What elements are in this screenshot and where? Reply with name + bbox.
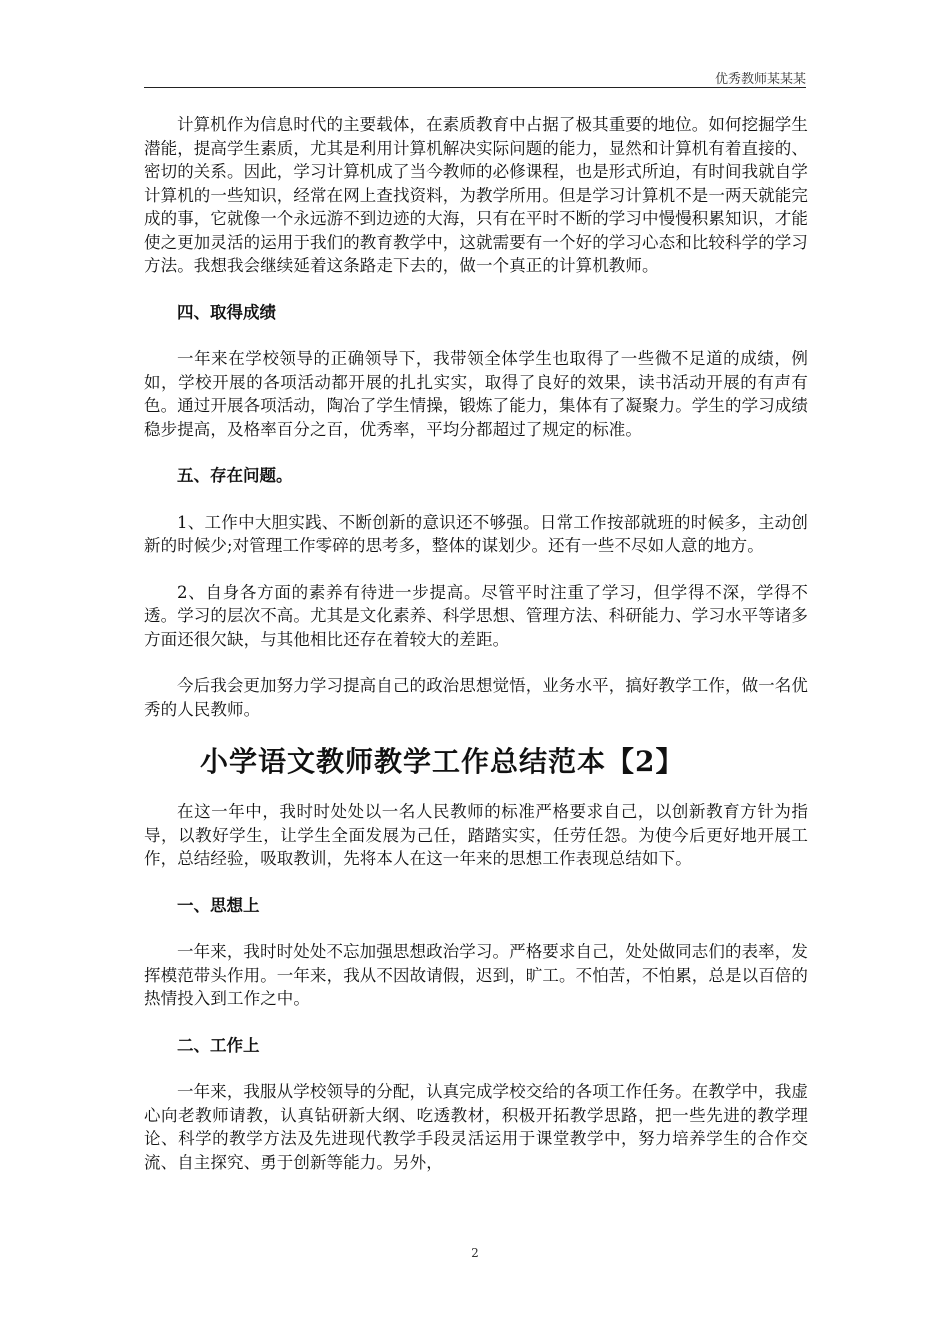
paragraph-achievements: 一年来在学校领导的正确领导下，我带领全体学生也取得了一些微不足道的成绩，例如，学校开展的各项活动都开展的扎扎实实，取得了良好的效果，读书活动开展的有声有色。通过开展各项活动，陶冶了学生情操，锻炼了能力，集体有了凝聚力。学生的学习成绩稳步提高，及格率百分之百，优秀率，平均分都超过了规定的标准。 xyxy=(144,349,808,439)
paragraph-work: 一年来，我服从学校领导的分配，认真完成学校交给的各项工作任务。在教学中，我虚心向老教师请教，认真钻研新大纲、吃透教材，积极开拓教学思路，把一些先进的教学理论、科学的教学方法及先进现代教学手段灵活运用于课堂教学中，努力培养学生的合作交流、自主探究、勇于创新等能力。另外， xyxy=(144,1082,808,1172)
document-body xyxy=(144,113,808,1197)
section-heading-work: 二、工作上 xyxy=(177,1035,260,1055)
section-heading-thought: 一、思想上 xyxy=(177,895,260,915)
section-heading-achievements: 四、取得成绩 xyxy=(177,302,276,322)
page-number: 2 xyxy=(471,1246,479,1260)
paragraph-computer-learning: 计算机作为信息时代的主要载体，在素质教育中占据了极其重要的地位。如何挖掘学生潜能，提高学生素质，尤其是利用计算机解决实际问题的能力，显然和计算机有着直接的、密切的关系。因此，学习计算机成了当今教师的必修课程，也是形式所迫，有时间我就自学计算机的一些知识，经常在网上查找资料，为教学所用。但是学习计算机不是一两天就能完成的事，它就像一个永远游不到边迹的大海，只有在平时不断的学习中慢慢积累知识，才能使之更加灵活的运用于我们的教育教学中，这就需要有一个好的学习心态和比较科学的学习方法。我想我会继续延着这条路走下去的，做一个真正的计算机教师。 xyxy=(144,115,808,275)
section-heading-problems: 五、存在问题。 xyxy=(177,466,293,485)
paragraph-future-plan: 今后我会更加努力学习提高自己的政治思想觉悟，业务水平，搞好教学工作，做一名优秀的人民教师。 xyxy=(144,676,808,719)
header-divider xyxy=(144,87,806,88)
page-header-text: 优秀教师某某某 xyxy=(714,72,806,87)
paragraph-problem-1: 1、工作中大胆实践、不断创新的意识还不够强。日常工作按部就班的时候多，主动创新的时候少;对管理工作零碎的思考多，整体的谋划少。还有一些不尽如人意的地方。 xyxy=(144,512,808,555)
paragraph-problem-2: 2、自身各方面的素养有待进一步提高。尽管平时注重了学习，但学得不深，学得不透。学习的层次不高。尤其是文化素养、科学思想、管理方法、科研能力、学习水平等诸多方面还很欠缺，与其他相比还存在着较大的差距。 xyxy=(144,582,808,649)
paragraph-intro: 在这一年中，我时时处处以一名人民教师的标准严格要求自己，以创新教育方针为指导，以教好学生，让学生全面发展为己任，踏踏实实，任劳任怨。为使今后更好地开展工作，总结经验，吸取教训，先将本人在这一年来的思想工作表现总结如下。 xyxy=(144,802,808,868)
document-title: 小学语文教师教学工作总结范本【2】 xyxy=(200,745,685,778)
paragraph-thought: 一年来，我时时处处不忘加强思想政治学习。严格要求自己，处处做同志们的表率，发挥模范带头作用。一年来，我从不因故请假，迟到，旷工。不怕苦，不怕累，总是以百倍的热情投入到工作之中。 xyxy=(144,942,808,1008)
